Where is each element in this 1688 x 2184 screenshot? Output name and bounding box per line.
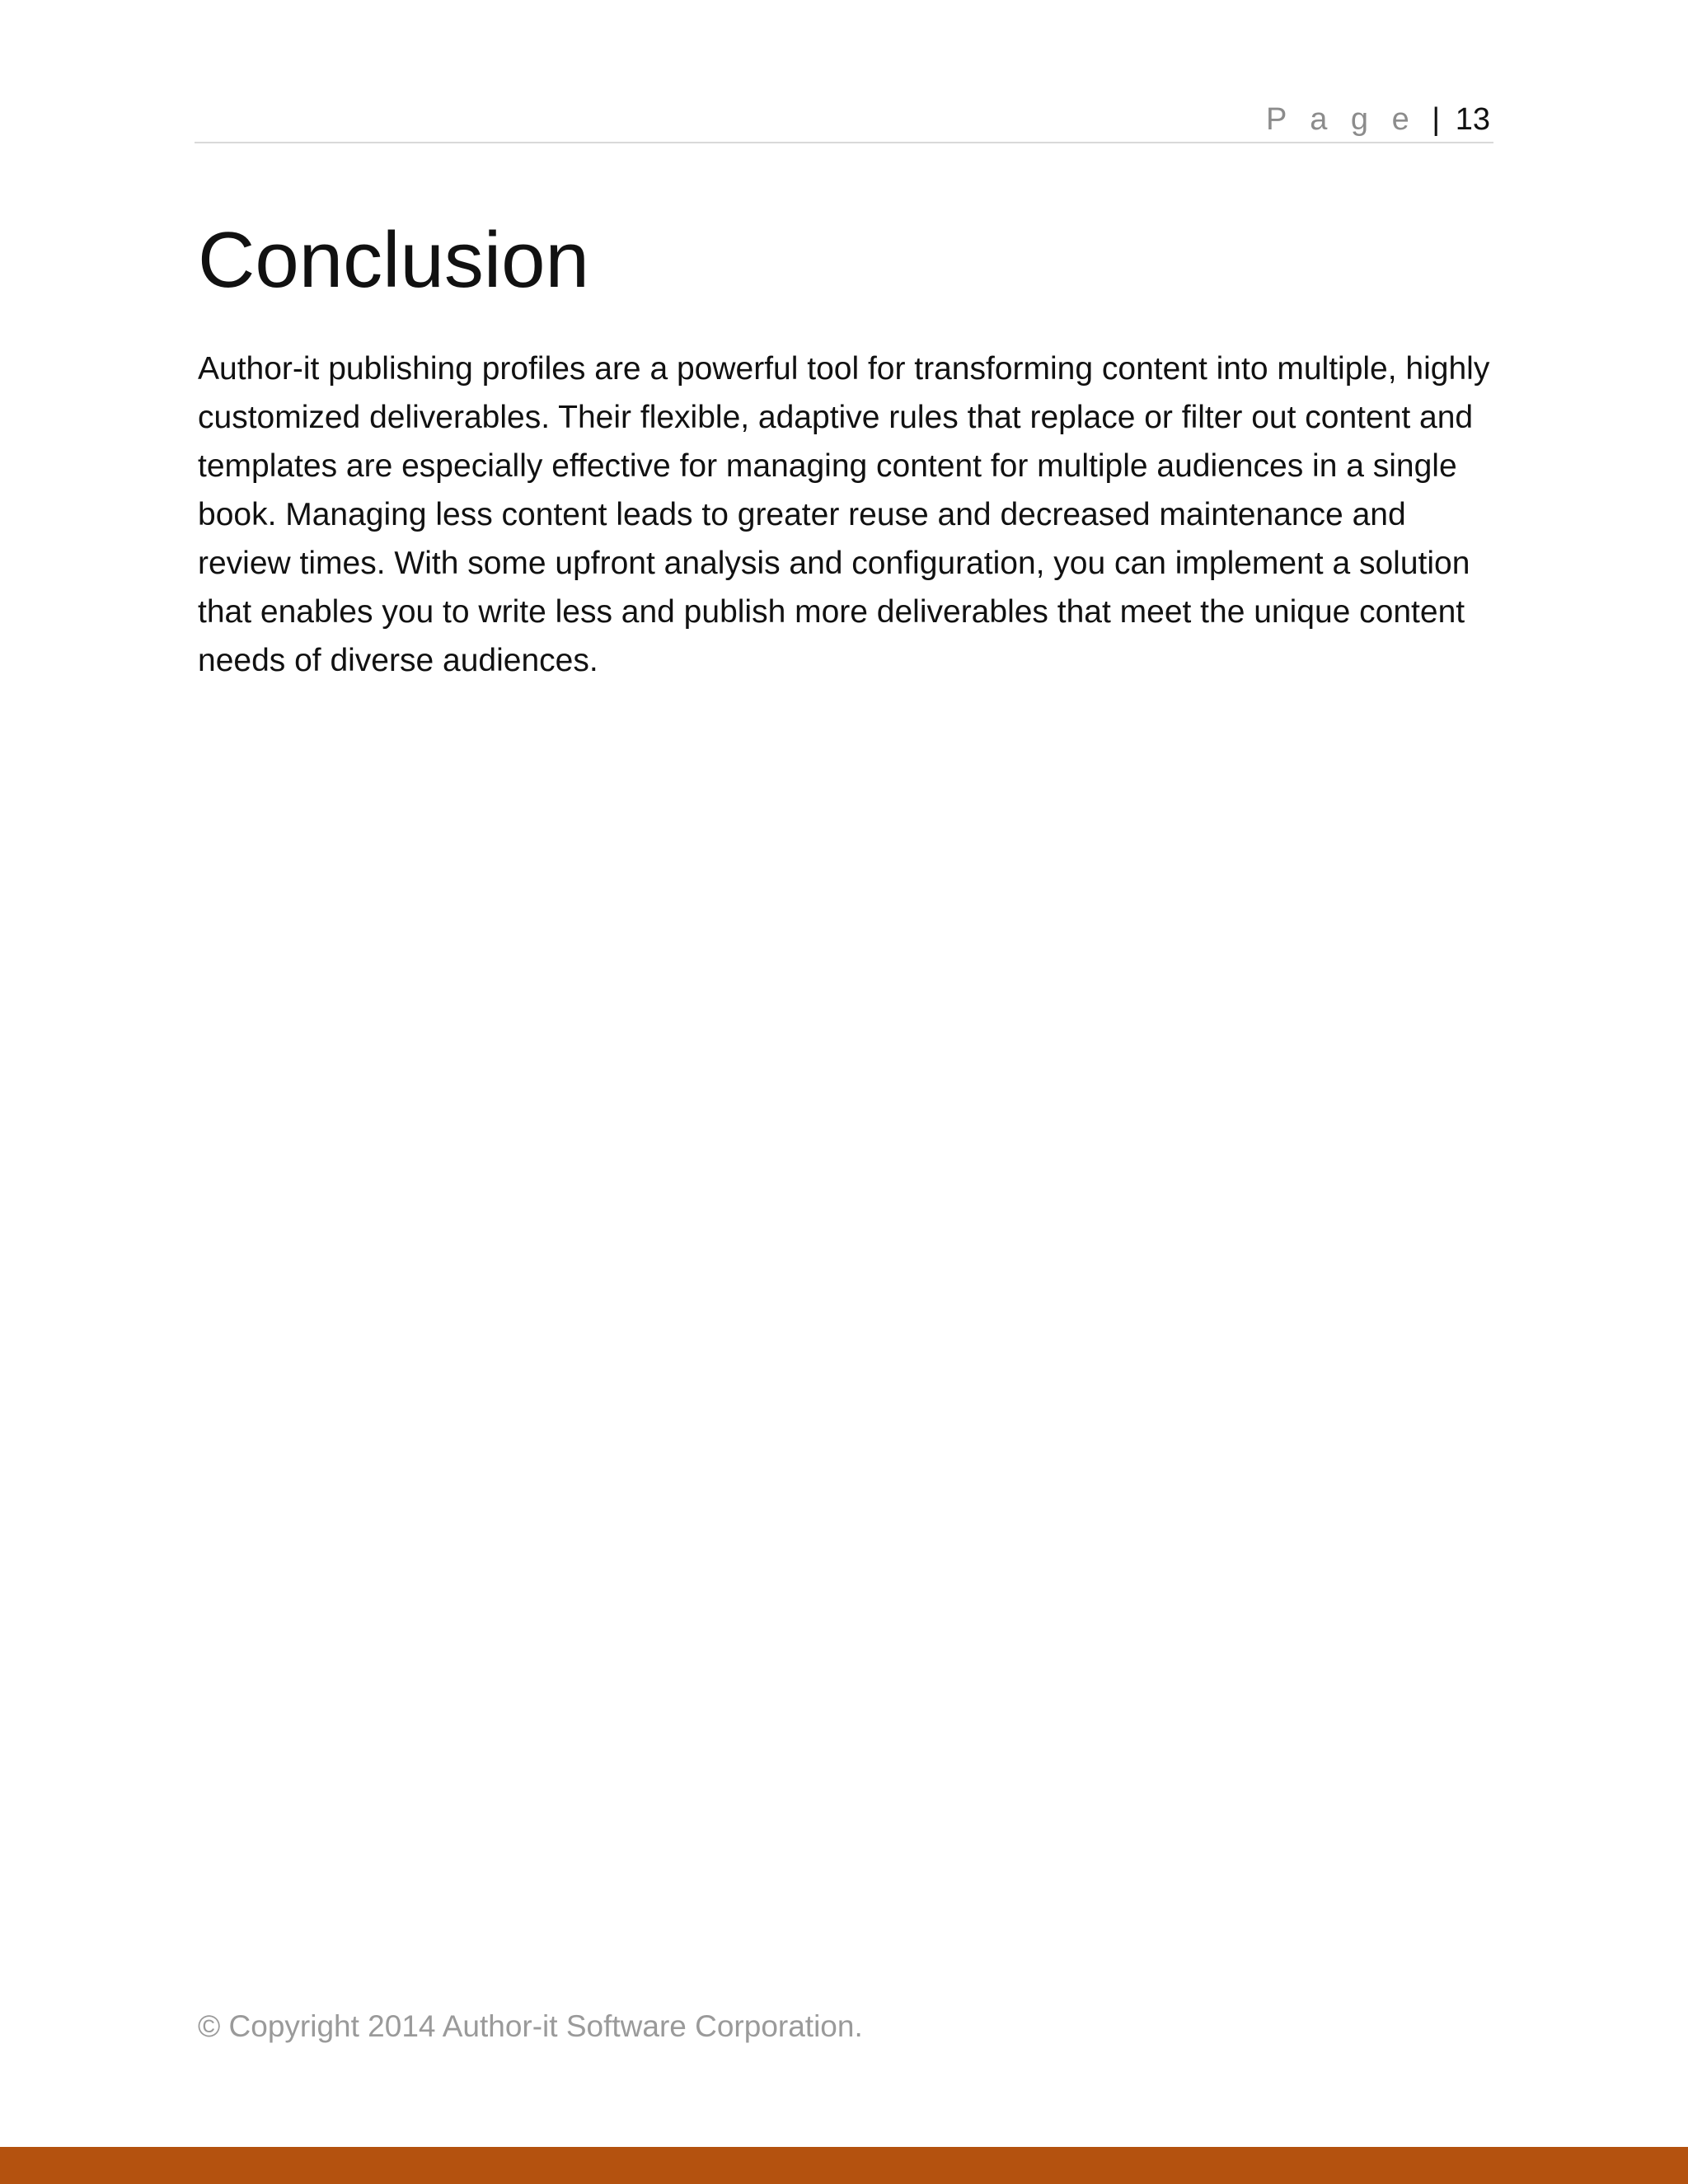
section-title: Conclusion bbox=[198, 216, 589, 304]
page-header bbox=[195, 97, 1493, 143]
page-number: 13 bbox=[1455, 102, 1490, 137]
copyright-notice: © Copyright 2014 Author-it Software Corporation. bbox=[198, 2009, 863, 2043]
conclusion-paragraph: Author-it publishing profiles are a powerful tool for transforming content into multiple, highly customized deliverables. Their flexible, adaptive rules that replace or filter out content and templates are especially effective for managing content for multiple audiences in a single book. Managing less content leads to greater reuse and decreased maintenance and review times. With some upfront analysis and configuration, you can implement a solution that enables you to write less and publish more deliverables that meet the unique content needs of diverse audiences. bbox=[198, 351, 1490, 678]
page-separator: | bbox=[1432, 102, 1441, 137]
footer-accent-bar bbox=[0, 2147, 1688, 2184]
page-number-block bbox=[1266, 104, 1490, 135]
page-label: P a g e bbox=[1265, 102, 1417, 137]
